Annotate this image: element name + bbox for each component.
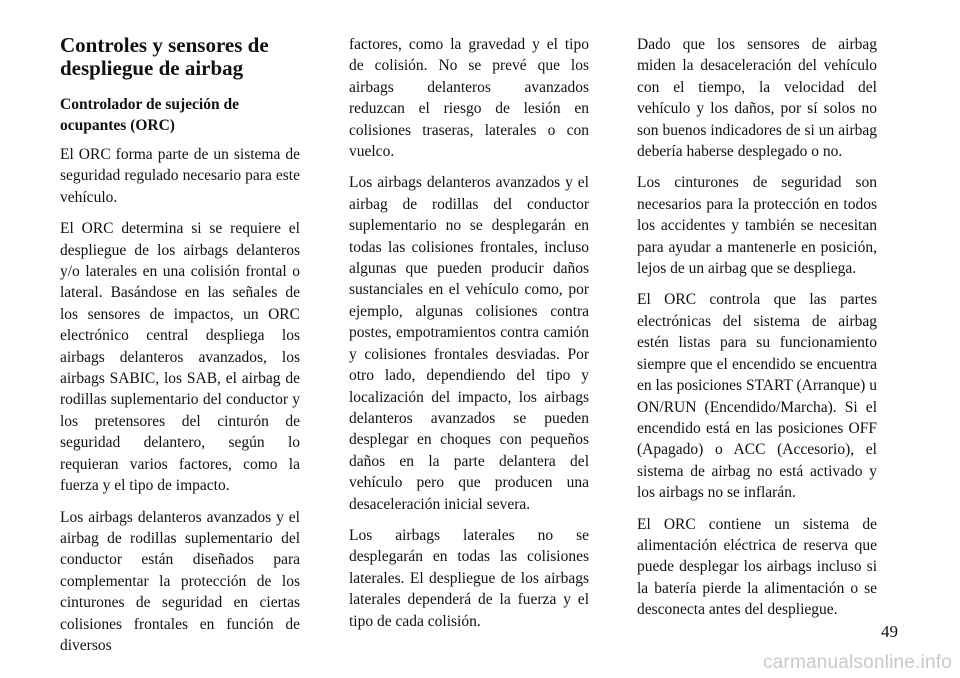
paragraph: El ORC determina si se requiere el despliegue de los airbags delanteros y/o laterales en una colisión frontal o lateral. Basándose en las señales de los sensores de impactos, un ORC electrónico central despliega los airbags delanteros avanzados, los airbags SABIC, los SAB, el airbag de rodillas suplementario del conductor y los pretensores del cinturón de seguridad delantero, según lo requieran varios factores, como la fuerza y el tipo de impacto. — [60, 220, 300, 495]
page-number: 49 — [881, 622, 898, 641]
paragraph: factores, como la gravedad y el tipo de colisión. No se prevé que los airbags delanteros avanzados reduzcan el riesgo de lesión en colisiones traseras, laterales o con vuelco. — [349, 36, 589, 161]
paragraph: El ORC contiene un sistema de alimentación eléctrica de reserva que puede desplegar los airbags incluso si la batería pierde la alimentación o se desconecta antes del despliegue. — [637, 515, 877, 619]
paragraph: Los airbags delanteros avanzados y el airbag de rodillas suplementario del conductor están diseñados para complementar la protección de los cinturones de seguridad en ciertas colisiones frontales en función de diversos — [60, 508, 300, 654]
section-title: Controles y sensores de despliegue de airbag — [60, 33, 269, 80]
watermark: carmanualsonline.info — [762, 652, 952, 673]
paragraph: El ORC forma parte de un sistema de seguridad regulado necesario para este vehículo. — [60, 146, 300, 206]
paragraph: Los cinturones de seguridad son necesarios para la protección en todos los accidentes y también se necesitan para ayudar a mantenerle en posición, lejos de un airbag que se despliega. — [637, 174, 877, 278]
paragraph: Dado que los sensores de airbag miden la desaceleración del vehículo con el tiempo, la velocidad del vehículo y los daños, por sí solos no son buenos indicadores de si un airbag debería haberse desplegado o no. — [637, 36, 877, 161]
column-1 — [60, 34, 300, 666]
column-3 — [637, 34, 877, 631]
paragraph: Los airbags delanteros avanzados y el airbag de rodillas del conductor suplementario no se desplegarán en todas las colisiones frontales, incluso algunas que pueden producir daños sustanciales en el vehículo como, por ejemplo, algunas colisiones contra postes, empotramientos contra camión y colisiones frontales desviadas. Por otro lado, dependiendo del tipo y localización del impacto, los airbags delanteros avanzados se pueden desplegar en choques con pequeños daños en la parte delantera del vehículo pero que producen una desaceleración inicial severa. — [349, 174, 589, 513]
paragraph: El ORC controla que las partes electrónicas del sistema de airbag estén listas para su funcionamiento siempre que el encendido se encuentra en las posiciones START (Arranque) u ON/RUN (Encendido/Marcha). Si el encendido está en las posiciones OFF (Apagado) o ACC (Accesorio), el sistema de airbag no está activado y los airbags no se inflarán. — [637, 291, 877, 502]
subheading-orc: Controlador de sujeción de ocupantes (ORC) — [60, 96, 239, 134]
column-2 — [349, 34, 589, 642]
paragraph: Los airbags laterales no se desplegarán en todas las colisiones laterales. El despliegue de los airbags laterales dependerá de la fuerza y el tipo de cada colisión. — [349, 526, 589, 630]
